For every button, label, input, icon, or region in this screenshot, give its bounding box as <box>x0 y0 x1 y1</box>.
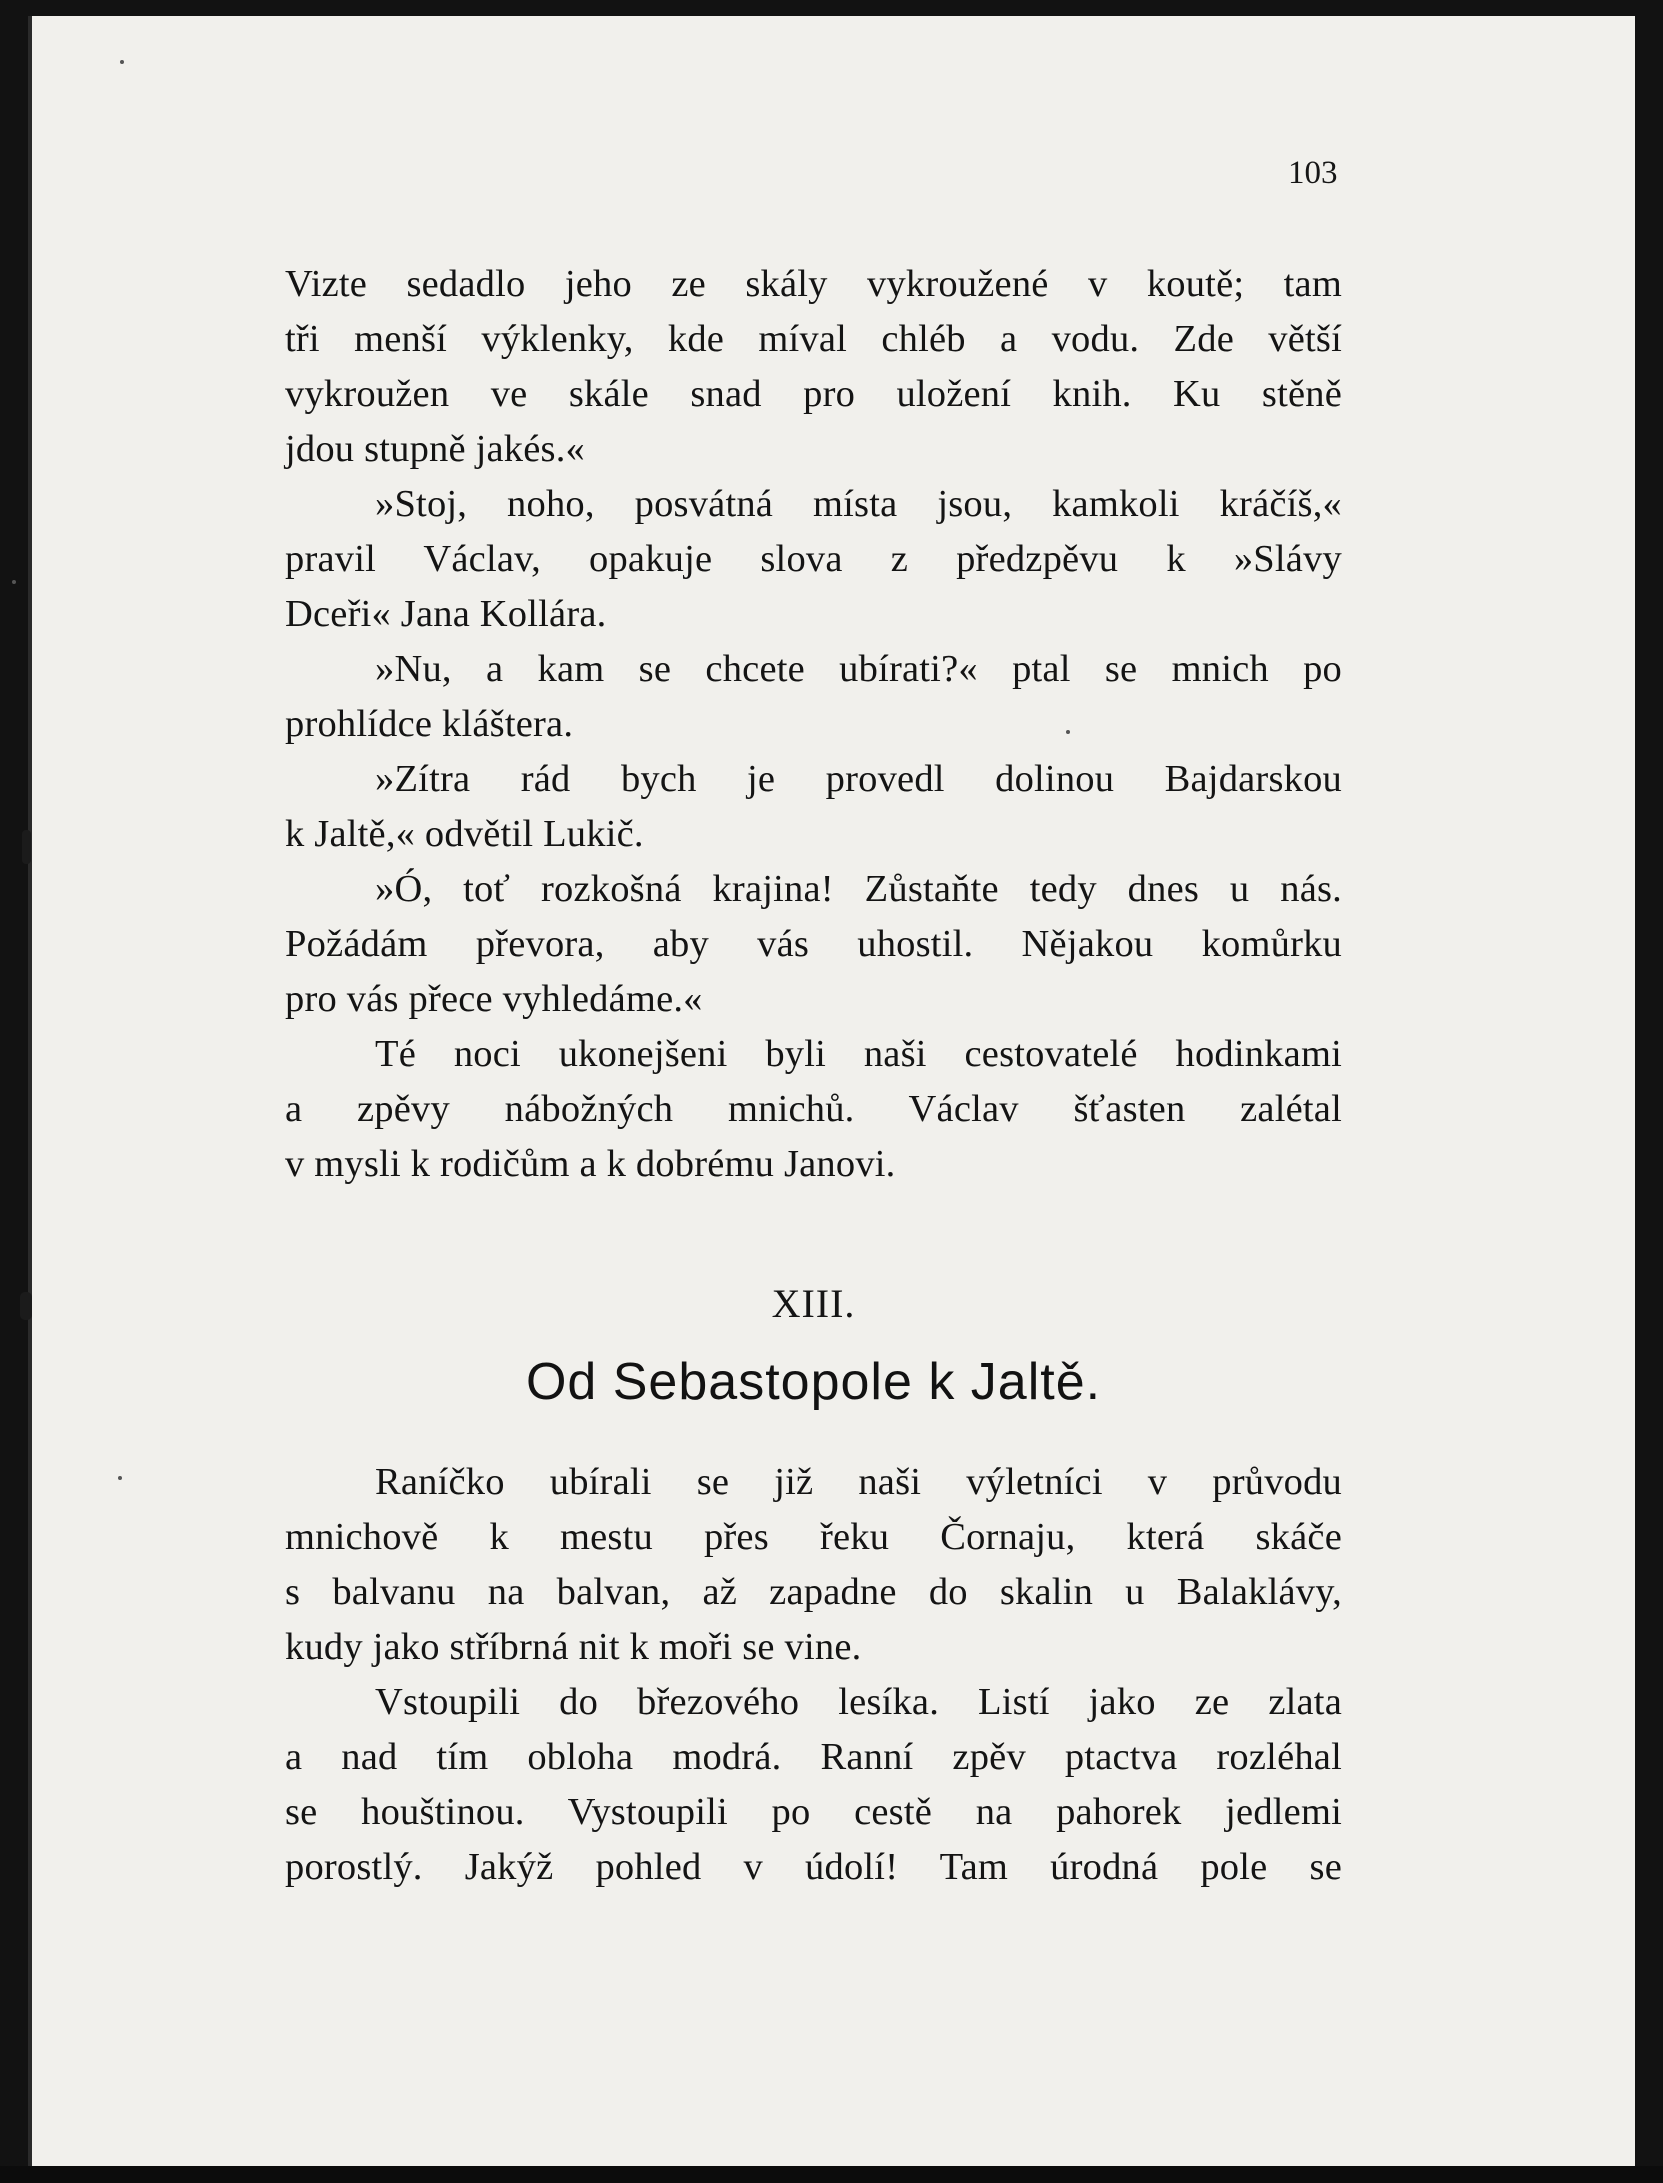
text-line: se houštinou. Vystoupili po cestě na pahorek jedlemi <box>285 1791 1342 1833</box>
text-line: a nad tím obloha modrá. Ranní zpěv ptactva rozléhal <box>285 1736 1342 1778</box>
text-line: v mysli k rodičům a k dobrému Janovi. <box>285 1143 896 1185</box>
text-line: pro vás přece vyhledáme.« <box>285 978 703 1020</box>
text-line: Vstoupili do březového lesíka. Listí jako ze zlata <box>375 1681 1342 1723</box>
text-line: a zpěvy nábožných mnichů. Václav šťasten zalétal <box>285 1088 1342 1130</box>
text-line: pravil Václav, opakuje slova z předzpěvu k »Slávy <box>285 538 1342 580</box>
text-line: Dceři« Jana Kollára. <box>285 593 607 635</box>
text-line: Vizte sedadlo jeho ze skály vykroužené v koutě; tam <box>285 263 1342 305</box>
page-number: 103 <box>1288 155 1338 191</box>
text-line: mnichově k mestu přes řeku Čornaju, která skáče <box>285 1516 1342 1558</box>
text-line: Té noci ukonejšeni byli naši cestovatelé hodinkami <box>375 1033 1342 1075</box>
binding-mark-top <box>22 830 31 864</box>
binding-mark-bottom <box>20 1292 32 1320</box>
text-line: jdou stupně jakés.« <box>285 428 585 470</box>
text-line: porostlý. Jakýž pohled v údolí! Tam úrodná pole se <box>285 1846 1342 1888</box>
chapter-number: XIII. <box>771 1281 856 1326</box>
text-line: kudy jako stříbrná nit k moři se vine. <box>285 1626 862 1668</box>
text-line: s balvanu na balvan, až zapadne do skalin u Balaklávy, <box>285 1571 1342 1613</box>
lower-text-block <box>285 1455 1342 1895</box>
speck <box>120 60 124 64</box>
text-line: tři menší výklenky, kde míval chléb a vodu. Zde větší <box>285 318 1342 360</box>
text-line: »Ó, toť rozkošná krajina! Zůstaňte tedy dnes u nás. <box>375 868 1342 910</box>
speck <box>118 1476 122 1480</box>
text-line: prohlídce kláštera. <box>285 703 574 745</box>
scan-bottom-edge <box>0 2166 1663 2183</box>
text-line: Raníčko ubírali se již naši výletníci v průvodu <box>375 1461 1342 1503</box>
text-line: k Jaltě,« odvětil Lukič. <box>285 813 644 855</box>
page-gutter-edge <box>28 16 32 2166</box>
text-line: Požádám převora, aby vás uhostil. Nějakou komůrku <box>285 923 1342 965</box>
text-line: »Stoj, noho, posvátná místa jsou, kamkoli kráčíš,« <box>375 483 1342 525</box>
upper-text-block <box>285 257 1342 1192</box>
text-line: »Zítra rád bych je provedl dolinou Bajdarskou <box>375 758 1342 800</box>
chapter-title: Od Sebastopole k Jaltě. <box>525 1353 1102 1411</box>
speck <box>12 580 16 584</box>
text-line: »Nu, a kam se chcete ubírati?« ptal se mnich po <box>375 648 1342 690</box>
text-line: vykroužen ve skále snad pro uložení knih. Ku stěně <box>285 373 1342 415</box>
